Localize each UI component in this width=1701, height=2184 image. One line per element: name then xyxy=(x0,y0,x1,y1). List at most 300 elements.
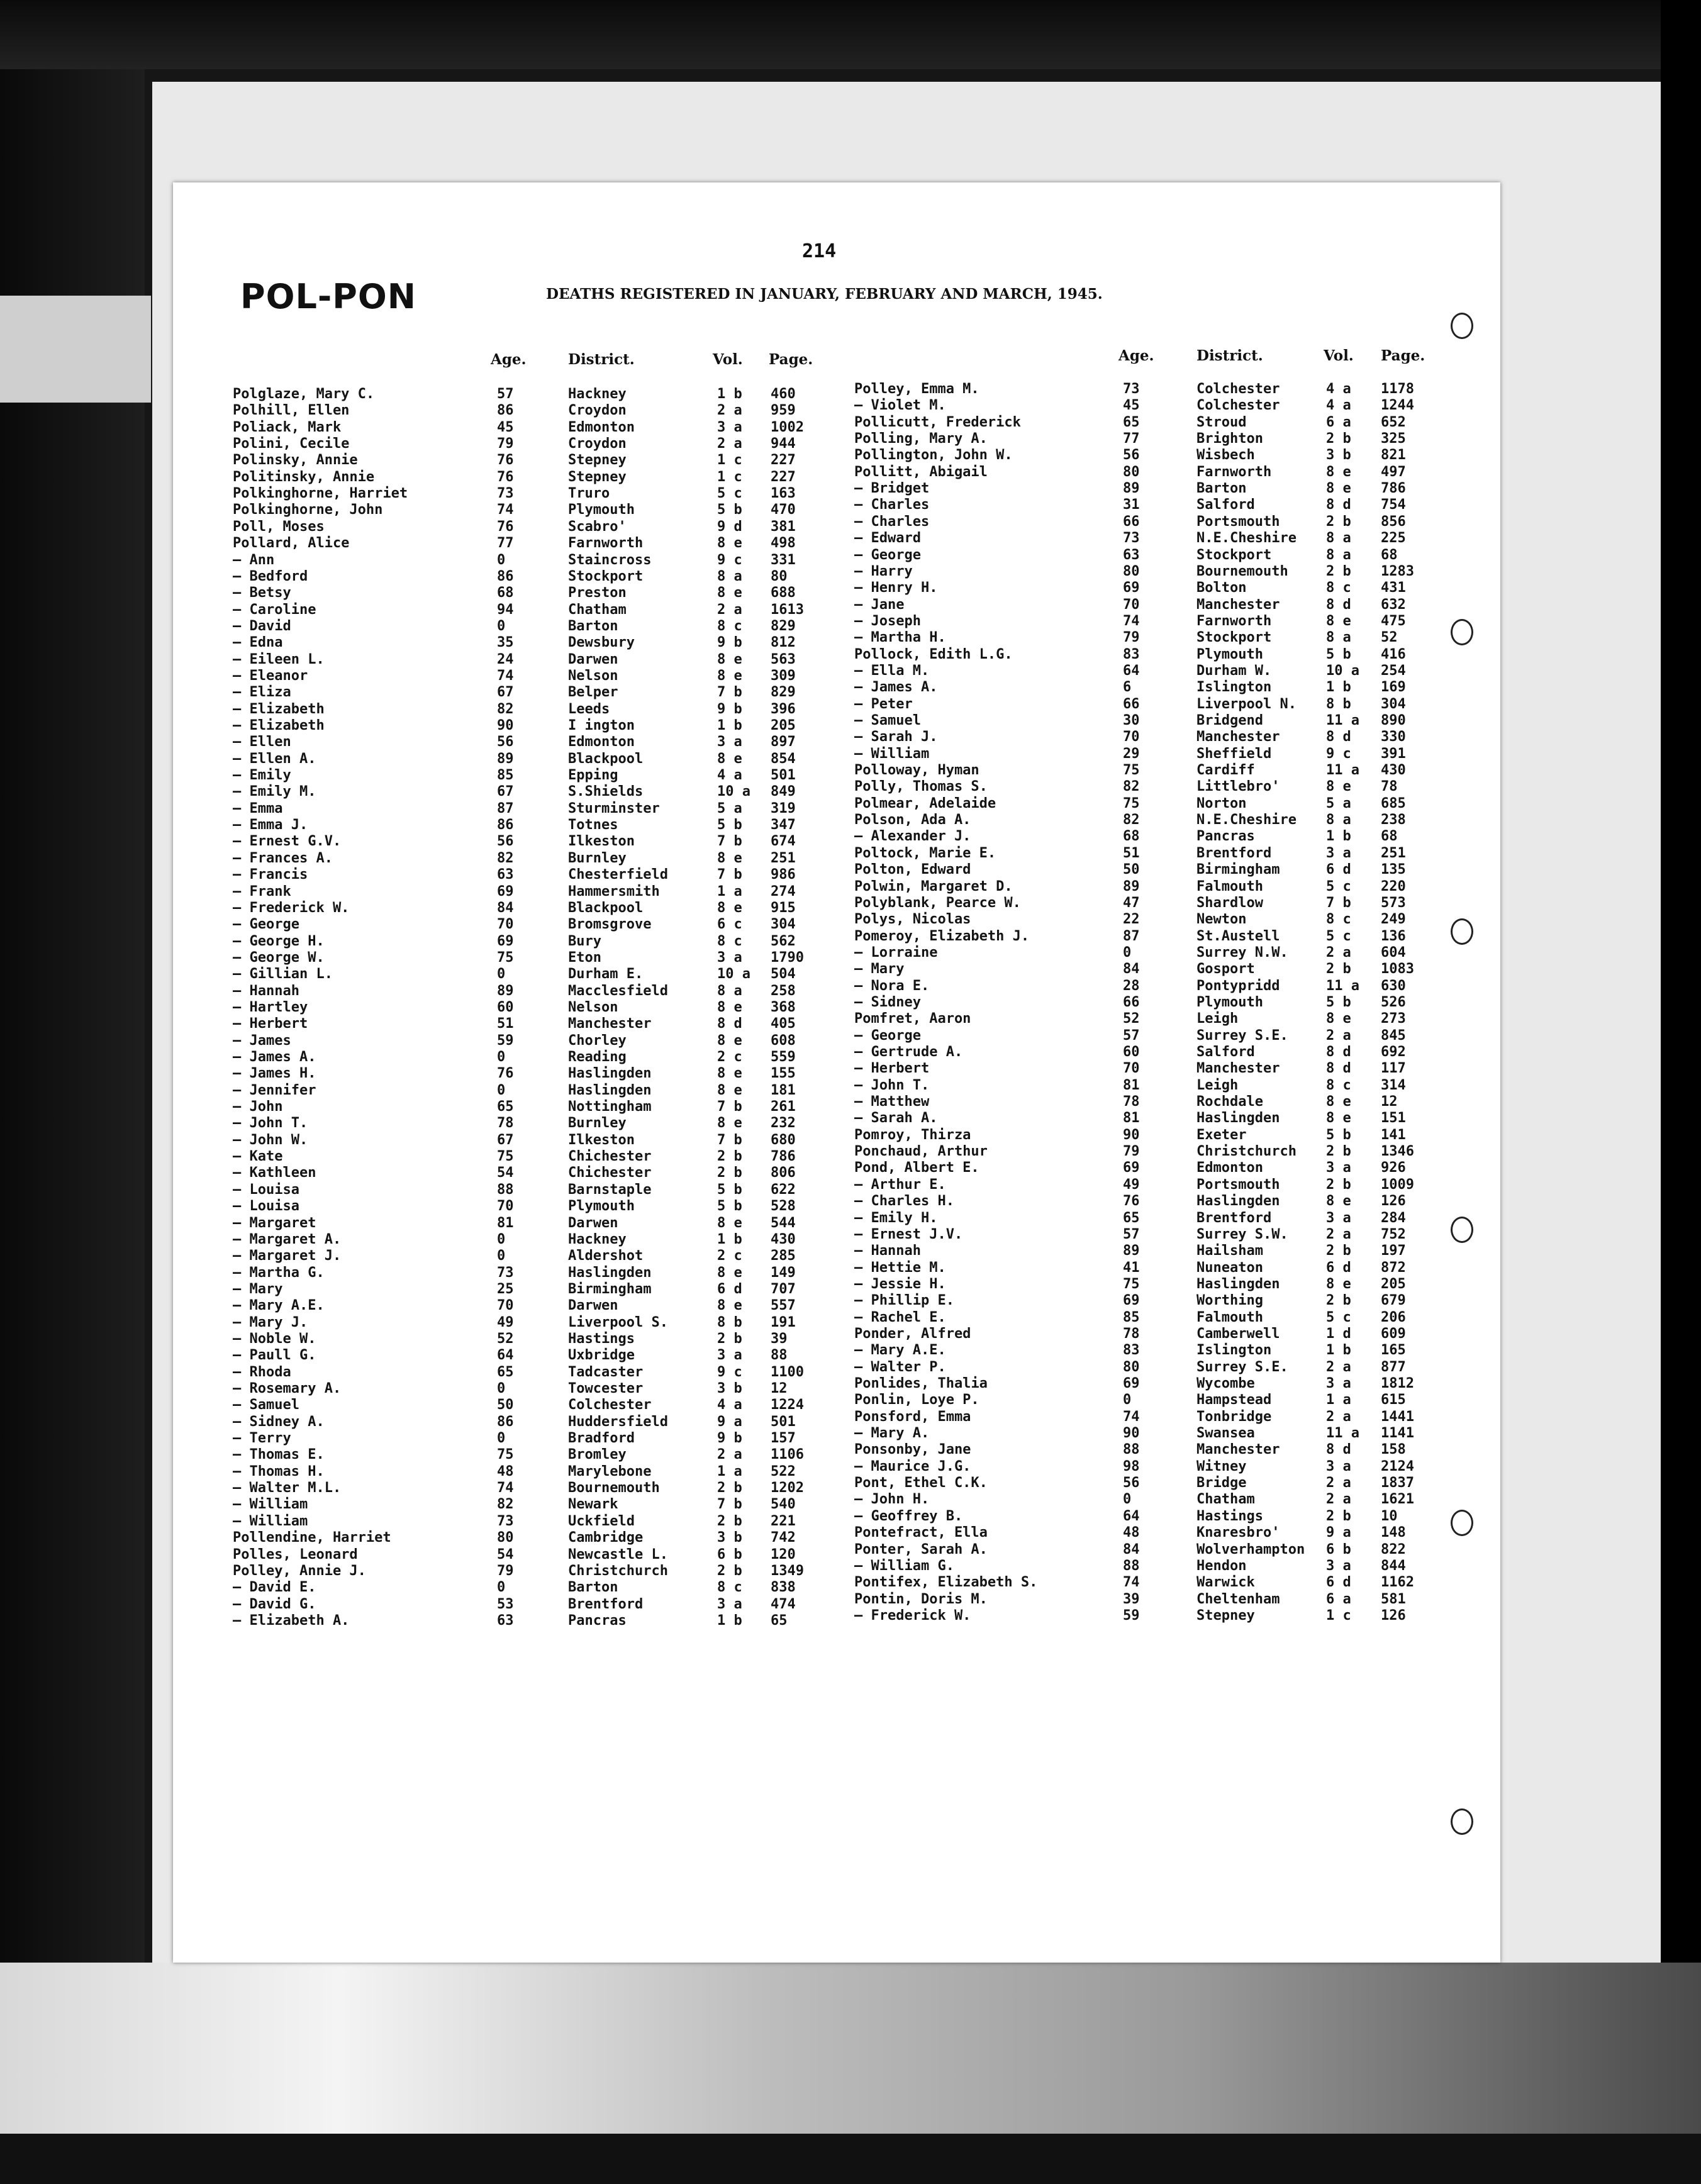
entry-district: Chichester xyxy=(568,1165,652,1181)
entry-vol: 1 b xyxy=(717,1231,742,1247)
entry-vol: 3 b xyxy=(717,1381,742,1396)
entry-age: 76 xyxy=(497,469,514,485)
entry-age: 52 xyxy=(1123,1011,1140,1027)
register-entry xyxy=(0,1459,1701,1475)
entry-vol: 6 d xyxy=(1326,1574,1351,1591)
entry-name: Poll, Moses xyxy=(233,518,325,535)
entry-name: Polkinghorne, Harriet xyxy=(233,486,408,502)
entry-page: 1346 xyxy=(1381,1144,1414,1160)
entry-age: 90 xyxy=(1123,1127,1140,1143)
entry-vol: 11 a xyxy=(1326,1425,1359,1442)
entry-page: 688 xyxy=(771,585,796,601)
entry-district: Staincross xyxy=(568,552,652,568)
entry-vol: 2 a xyxy=(717,403,742,419)
entry-age: 54 xyxy=(497,1546,514,1563)
entry-district: Farnworth xyxy=(1196,464,1272,480)
entry-vol: 2 b xyxy=(717,1480,742,1496)
entry-age: 90 xyxy=(1123,1425,1140,1442)
entry-district: Stockport xyxy=(1196,630,1272,646)
entry-name: — Emily M. xyxy=(233,784,316,800)
entry-vol: 1 c xyxy=(717,469,742,485)
entry-district: Colchester xyxy=(568,1397,652,1413)
entry-district: Pontypridd xyxy=(1196,978,1280,994)
entry-district: Camberwell xyxy=(1196,1325,1280,1342)
entry-district: Cambridge xyxy=(568,1530,644,1546)
entry-district: Hampstead xyxy=(1196,1392,1272,1408)
entry-page: 1244 xyxy=(1381,398,1414,414)
entry-district: Manchester xyxy=(1196,596,1280,613)
entry-name: — Kate xyxy=(233,1149,283,1165)
entry-vol: 2 b xyxy=(1326,961,1351,978)
entry-page: 12 xyxy=(1381,1094,1398,1110)
entry-page: 238 xyxy=(1381,812,1406,828)
entry-age: 89 xyxy=(497,983,514,999)
entry-vol: 2 b xyxy=(1326,1176,1351,1193)
entry-page: 786 xyxy=(771,1149,796,1165)
entry-district: Stroud xyxy=(1196,414,1247,430)
entry-vol: 3 a xyxy=(1326,1160,1351,1176)
entry-page: 562 xyxy=(771,933,796,949)
register-entry xyxy=(0,1342,1701,1359)
entry-name: — Eliza xyxy=(233,684,291,701)
entry-name: Polinsky, Annie xyxy=(233,452,358,469)
entry-district: Islington xyxy=(1196,1342,1272,1359)
entry-age: 73 xyxy=(497,486,514,502)
entry-district: Haslingden xyxy=(568,1066,652,1082)
entry-vol: 2 a xyxy=(1326,944,1351,961)
entry-age: 76 xyxy=(497,1066,514,1082)
entry-name: Polling, Mary A. xyxy=(854,431,988,447)
entry-name: — Gertrude A. xyxy=(854,1044,963,1060)
entry-page: 821 xyxy=(1381,447,1406,464)
register-entry xyxy=(0,1310,1701,1326)
entry-district: S.Shields xyxy=(568,784,644,800)
entry-page: 615 xyxy=(1381,1392,1406,1408)
register-entry xyxy=(0,464,1701,481)
entry-page: 915 xyxy=(771,900,796,916)
entry-age: 56 xyxy=(1123,1475,1140,1491)
entry-district: Towcester xyxy=(568,1381,644,1396)
entry-vol: 3 a xyxy=(1326,1557,1351,1574)
entry-name: — Paull G. xyxy=(233,1347,316,1364)
entry-page: 117 xyxy=(1381,1061,1406,1077)
entry-district: Portsmouth xyxy=(1196,513,1280,530)
entry-district: Sturminster xyxy=(568,800,660,816)
entry-district: Tadcaster xyxy=(568,1364,644,1380)
entry-vol: 8 e xyxy=(717,667,742,684)
entry-page: 165 xyxy=(1381,1342,1406,1359)
entry-vol: 8 c xyxy=(717,1580,742,1596)
entry-page: 812 xyxy=(771,635,796,651)
entry-age: 0 xyxy=(497,1381,506,1396)
entry-age: 86 xyxy=(497,1413,514,1430)
entry-vol: 8 a xyxy=(1326,630,1351,646)
entry-district: Scabro' xyxy=(568,518,627,535)
film-bottom-margin xyxy=(0,1963,1701,2184)
entry-vol: 8 e xyxy=(717,1215,742,1231)
entry-district: Bridgend xyxy=(1196,713,1263,728)
register-entry xyxy=(0,879,1701,895)
entry-vol: 8 e xyxy=(1326,1276,1351,1292)
entry-page: 680 xyxy=(771,1132,796,1148)
entry-name: — Samuel xyxy=(854,713,921,728)
register-entry xyxy=(0,1591,1701,1608)
entry-page: 225 xyxy=(1381,530,1406,547)
entry-page: 314 xyxy=(1381,1077,1406,1093)
entry-age: 74 xyxy=(497,1480,514,1496)
entry-vol: 4 a xyxy=(1326,381,1351,397)
entry-age: 0 xyxy=(497,618,506,634)
entry-district: Brighton xyxy=(1196,431,1263,447)
entry-vol: 10 a xyxy=(717,784,750,800)
left-vol-header: Vol. xyxy=(713,351,743,368)
entry-page: 1100 xyxy=(771,1364,804,1380)
entry-district: Norton xyxy=(1196,795,1247,811)
entry-district: Swansea xyxy=(1196,1425,1255,1442)
entry-vol: 5 b xyxy=(717,817,742,833)
entry-page: 1621 xyxy=(1381,1491,1414,1508)
entry-vol: 5 a xyxy=(717,800,742,816)
entry-name: — Eleanor xyxy=(233,667,308,684)
entry-vol: 8 e xyxy=(717,900,742,916)
entry-name: — David E. xyxy=(233,1580,316,1596)
entry-district: Manchester xyxy=(1196,1061,1280,1077)
entry-name: — Mary A.E. xyxy=(854,1342,946,1359)
entry-page: 78 xyxy=(1381,779,1398,795)
entry-age: 67 xyxy=(497,1132,514,1148)
entry-age: 70 xyxy=(1123,1061,1140,1077)
film-top-margin xyxy=(0,0,1701,69)
entry-age: 80 xyxy=(497,1530,514,1546)
entry-district: Hastings xyxy=(568,1330,635,1347)
entry-vol: 3 a xyxy=(717,734,742,750)
entry-vol: 2 c xyxy=(717,1049,742,1065)
register-entry xyxy=(0,862,1701,878)
entry-name: — Ernest J.V. xyxy=(854,1226,963,1242)
entry-name: — John T. xyxy=(233,1115,308,1132)
entry-age: 51 xyxy=(497,1016,514,1032)
entry-district: Plymouth xyxy=(1196,994,1263,1010)
entry-page: 1441 xyxy=(1381,1408,1414,1425)
entry-age: 75 xyxy=(497,949,514,966)
entry-district: Hendon xyxy=(1196,1557,1247,1574)
entry-name: — Frances A. xyxy=(233,850,333,866)
entry-district: Eton xyxy=(568,949,601,966)
entry-age: 81 xyxy=(1123,1077,1140,1093)
entry-page: 926 xyxy=(1381,1160,1406,1176)
entry-district: Surrey S.E. xyxy=(1196,1027,1288,1044)
register-entry xyxy=(0,1475,1701,1491)
register-entry xyxy=(0,1210,1701,1227)
entry-age: 48 xyxy=(497,1463,514,1479)
entry-page: 674 xyxy=(771,833,796,850)
entry-page: 197 xyxy=(1381,1243,1406,1259)
entry-name: — Terry xyxy=(233,1430,291,1447)
entry-page: 540 xyxy=(771,1496,796,1513)
entry-district: Wolverhampton xyxy=(1196,1541,1305,1557)
entry-district: I ington xyxy=(568,718,635,733)
entry-page: 501 xyxy=(771,767,796,784)
entry-name: — Harry xyxy=(854,563,913,579)
register-entry xyxy=(0,911,1701,928)
entry-age: 89 xyxy=(1123,878,1140,894)
entry-age: 77 xyxy=(1123,431,1140,447)
entry-name: Polyblank, Pearce W. xyxy=(854,894,1021,911)
entry-page: 1162 xyxy=(1381,1574,1414,1591)
entry-name: — Jane xyxy=(854,596,905,613)
entry-district: Colchester xyxy=(1196,398,1280,414)
entry-name: — Emily xyxy=(233,767,291,784)
entry-district: Surrey S.E. xyxy=(1196,1359,1288,1375)
entry-age: 53 xyxy=(497,1596,514,1612)
entry-district: Cardiff xyxy=(1196,762,1255,779)
entry-district: Totnes xyxy=(568,817,618,833)
entry-name: — Frank xyxy=(233,883,291,900)
entry-district: Uxbridge xyxy=(568,1347,635,1364)
entry-vol: 8 e xyxy=(717,585,742,601)
entry-name: — George xyxy=(854,547,921,563)
entry-name: — Hannah xyxy=(854,1243,921,1259)
entry-district: Farnworth xyxy=(1196,613,1272,629)
entry-vol: 8 e xyxy=(1326,779,1351,795)
entry-vol: 8 e xyxy=(717,535,742,552)
entry-age: 0 xyxy=(1123,1491,1132,1508)
entry-district: Wycombe xyxy=(1196,1376,1255,1391)
entry-page: 609 xyxy=(1381,1325,1406,1342)
entry-page: 1141 xyxy=(1381,1425,1414,1442)
entry-district: Bromsgrove xyxy=(568,916,652,933)
entry-age: 65 xyxy=(497,1099,514,1115)
entry-age: 39 xyxy=(1123,1591,1140,1607)
entry-district: Belper xyxy=(568,684,618,701)
register-entry xyxy=(0,1028,1701,1044)
entry-page: 622 xyxy=(771,1181,796,1198)
entry-page: 157 xyxy=(771,1430,796,1447)
entry-district: Croydon xyxy=(568,403,627,419)
entry-name: — Caroline xyxy=(233,601,316,618)
entry-age: 29 xyxy=(1123,745,1140,762)
entry-vol: 4 a xyxy=(1326,398,1351,414)
entry-name: — Sarah A. xyxy=(854,1110,938,1127)
entry-district: Stockport xyxy=(568,568,644,584)
entry-name: Polhill, Ellen xyxy=(233,403,350,419)
entry-vol: 8 e xyxy=(1326,1110,1351,1127)
entry-name: — Mary xyxy=(233,1281,283,1297)
entry-page: 752 xyxy=(1381,1226,1406,1242)
entry-age: 63 xyxy=(497,1612,514,1629)
entry-district: Stepney xyxy=(568,469,627,485)
entry-vol: 6 d xyxy=(1326,862,1351,878)
entry-name: — Bedford xyxy=(233,568,308,584)
entry-name: — Ella M. xyxy=(854,662,930,679)
entry-district: Barton xyxy=(568,618,618,634)
entry-name: — Frederick W. xyxy=(233,900,350,916)
entry-vol: 2 a xyxy=(717,1447,742,1463)
entry-page: 68 xyxy=(1381,828,1398,845)
register-entry xyxy=(0,1193,1701,1210)
entry-district: Hackney xyxy=(568,1231,627,1247)
entry-name: Ponlides, Thalia xyxy=(854,1376,988,1391)
entry-district: Haslingden xyxy=(1196,1276,1280,1292)
entry-age: 65 xyxy=(497,1364,514,1380)
entry-district: Barton xyxy=(1196,481,1247,497)
entry-page: 181 xyxy=(771,1082,796,1098)
register-entry xyxy=(0,1525,1701,1541)
entry-name: — Francis xyxy=(233,867,308,883)
entry-name: — Henry H. xyxy=(854,580,938,596)
entry-vol: 8 d xyxy=(1326,497,1351,513)
entry-page: 786 xyxy=(1381,481,1406,497)
entry-district: Cheltenham xyxy=(1196,1591,1280,1607)
entry-district: Leigh xyxy=(1196,1011,1239,1027)
entry-age: 69 xyxy=(1123,1376,1140,1391)
entry-vol: 8 d xyxy=(1326,596,1351,613)
entry-district: Darwen xyxy=(568,651,618,667)
entry-name: — Margaret xyxy=(233,1215,316,1231)
entry-name: Polson, Ada A. xyxy=(854,812,971,828)
register-entry xyxy=(0,1326,1701,1342)
entry-vol: 3 a xyxy=(1326,1210,1351,1226)
entry-page: 52 xyxy=(1381,630,1398,646)
entry-age: 0 xyxy=(497,1049,506,1065)
entry-age: 63 xyxy=(497,867,514,883)
register-entry xyxy=(0,1260,1701,1276)
left-age-header: Age. xyxy=(491,351,527,368)
entry-age: 88 xyxy=(1123,1557,1140,1574)
entry-page: 581 xyxy=(1381,1591,1406,1607)
entry-name: — Betsy xyxy=(233,585,291,601)
entry-age: 49 xyxy=(1123,1176,1140,1193)
entry-district: Knaresbro' xyxy=(1196,1525,1280,1541)
entry-name: Politinsky, Annie xyxy=(233,469,375,485)
entry-age: 73 xyxy=(497,1513,514,1529)
entry-vol: 6 b xyxy=(1326,1541,1351,1557)
entry-age: 84 xyxy=(1123,961,1140,978)
entry-name: — John xyxy=(233,1099,283,1115)
entry-page: 249 xyxy=(1381,911,1406,928)
entry-vol: 3 a xyxy=(717,1596,742,1612)
entry-page: 573 xyxy=(1381,894,1406,911)
register-entry xyxy=(0,1160,1701,1176)
entry-name: Pond, Albert E. xyxy=(854,1160,979,1176)
entry-name: — David G. xyxy=(233,1596,316,1612)
entry-district: Burnley xyxy=(568,1115,627,1132)
entry-district: Manchester xyxy=(1196,1442,1280,1458)
entry-name: — Hannah xyxy=(233,983,299,999)
entry-vol: 8 e xyxy=(717,750,742,767)
register-entry xyxy=(0,1078,1701,1094)
entry-district: Stepney xyxy=(1196,1607,1255,1624)
register-entry xyxy=(0,1243,1701,1259)
entry-age: 69 xyxy=(1123,580,1140,596)
register-entry xyxy=(0,961,1701,978)
register-entry xyxy=(0,564,1701,580)
register-entry xyxy=(0,828,1701,845)
entry-page: 325 xyxy=(1381,431,1406,447)
register-entry xyxy=(0,1110,1701,1127)
entry-age: 78 xyxy=(1123,1325,1140,1342)
entry-name: — Hartley xyxy=(233,999,308,1015)
entry-vol: 4 a xyxy=(717,767,742,784)
left-district-header: District. xyxy=(568,351,635,368)
entry-vol: 9 d xyxy=(717,518,742,535)
entry-age: 89 xyxy=(1123,481,1140,497)
entry-name: — Lorraine xyxy=(854,944,938,961)
entry-name: — Walter P. xyxy=(854,1359,946,1375)
entry-age: 80 xyxy=(1123,464,1140,480)
entry-vol: 7 b xyxy=(1326,894,1351,911)
entry-name: — Jessie H. xyxy=(854,1276,946,1292)
entry-name: — Eileen L. xyxy=(233,651,325,667)
entry-page: 844 xyxy=(1381,1557,1406,1574)
entry-page: 522 xyxy=(771,1463,796,1479)
entry-age: 80 xyxy=(1123,563,1140,579)
entry-age: 75 xyxy=(1123,1276,1140,1292)
entry-age: 79 xyxy=(1123,1144,1140,1160)
entry-page: 504 xyxy=(771,966,796,983)
entry-vol: 10 a xyxy=(717,966,750,983)
entry-district: Bournemouth xyxy=(568,1480,660,1496)
entry-vol: 2 a xyxy=(1326,1408,1351,1425)
entry-page: 470 xyxy=(771,502,796,518)
entry-age: 66 xyxy=(1123,513,1140,530)
punch-hole-mark xyxy=(1451,313,1473,339)
entry-district: Rochdale xyxy=(1196,1094,1263,1110)
entry-district: Stockport xyxy=(1196,547,1272,563)
entry-district: Surrey S.W. xyxy=(1196,1226,1288,1242)
entry-vol: 2 b xyxy=(1326,1293,1351,1309)
entry-name: — Elizabeth xyxy=(233,718,325,733)
entry-district: Darwen xyxy=(568,1298,618,1314)
entry-district: Bury xyxy=(568,933,601,949)
entry-vol: 9 c xyxy=(1326,745,1351,762)
entry-vol: 3 a xyxy=(1326,1458,1351,1474)
entry-page: 88 xyxy=(771,1347,788,1364)
entry-page: 1283 xyxy=(1381,563,1414,579)
right-district-header: District. xyxy=(1196,347,1263,364)
right-page-header: Page. xyxy=(1381,347,1425,364)
register-entry xyxy=(0,1276,1701,1293)
entry-age: 89 xyxy=(497,750,514,767)
entry-page: 205 xyxy=(1381,1276,1406,1292)
entry-vol: 3 b xyxy=(1326,447,1351,464)
entry-district: Darwen xyxy=(568,1215,618,1231)
entry-vol: 1 c xyxy=(1326,1607,1351,1624)
entry-name: — Joseph xyxy=(854,613,921,629)
entry-page: 1178 xyxy=(1381,381,1414,397)
entry-page: 959 xyxy=(771,403,796,419)
entry-name: — Hettie M. xyxy=(854,1259,946,1276)
entry-vol: 11 a xyxy=(1326,762,1359,779)
entry-vol: 2 b xyxy=(1326,513,1351,530)
entry-name: Ponsonby, Jane xyxy=(854,1442,971,1458)
entry-district: Leeds xyxy=(568,701,610,717)
register-entry xyxy=(0,928,1701,945)
entry-age: 59 xyxy=(1123,1607,1140,1624)
entry-vol: 8 c xyxy=(1326,911,1351,928)
register-entry xyxy=(0,597,1701,613)
entry-age: 0 xyxy=(497,552,506,568)
entry-age: 85 xyxy=(1123,1309,1140,1325)
entry-page: 944 xyxy=(771,436,796,452)
punch-hole-mark xyxy=(1451,918,1473,945)
entry-age: 94 xyxy=(497,601,514,618)
entry-age: 69 xyxy=(1123,1293,1140,1309)
entry-name: Poltock, Marie E. xyxy=(854,845,996,861)
entry-age: 6 xyxy=(1123,679,1132,696)
entry-vol: 2 c xyxy=(717,1248,742,1264)
entry-vol: 9 b xyxy=(717,1430,742,1447)
